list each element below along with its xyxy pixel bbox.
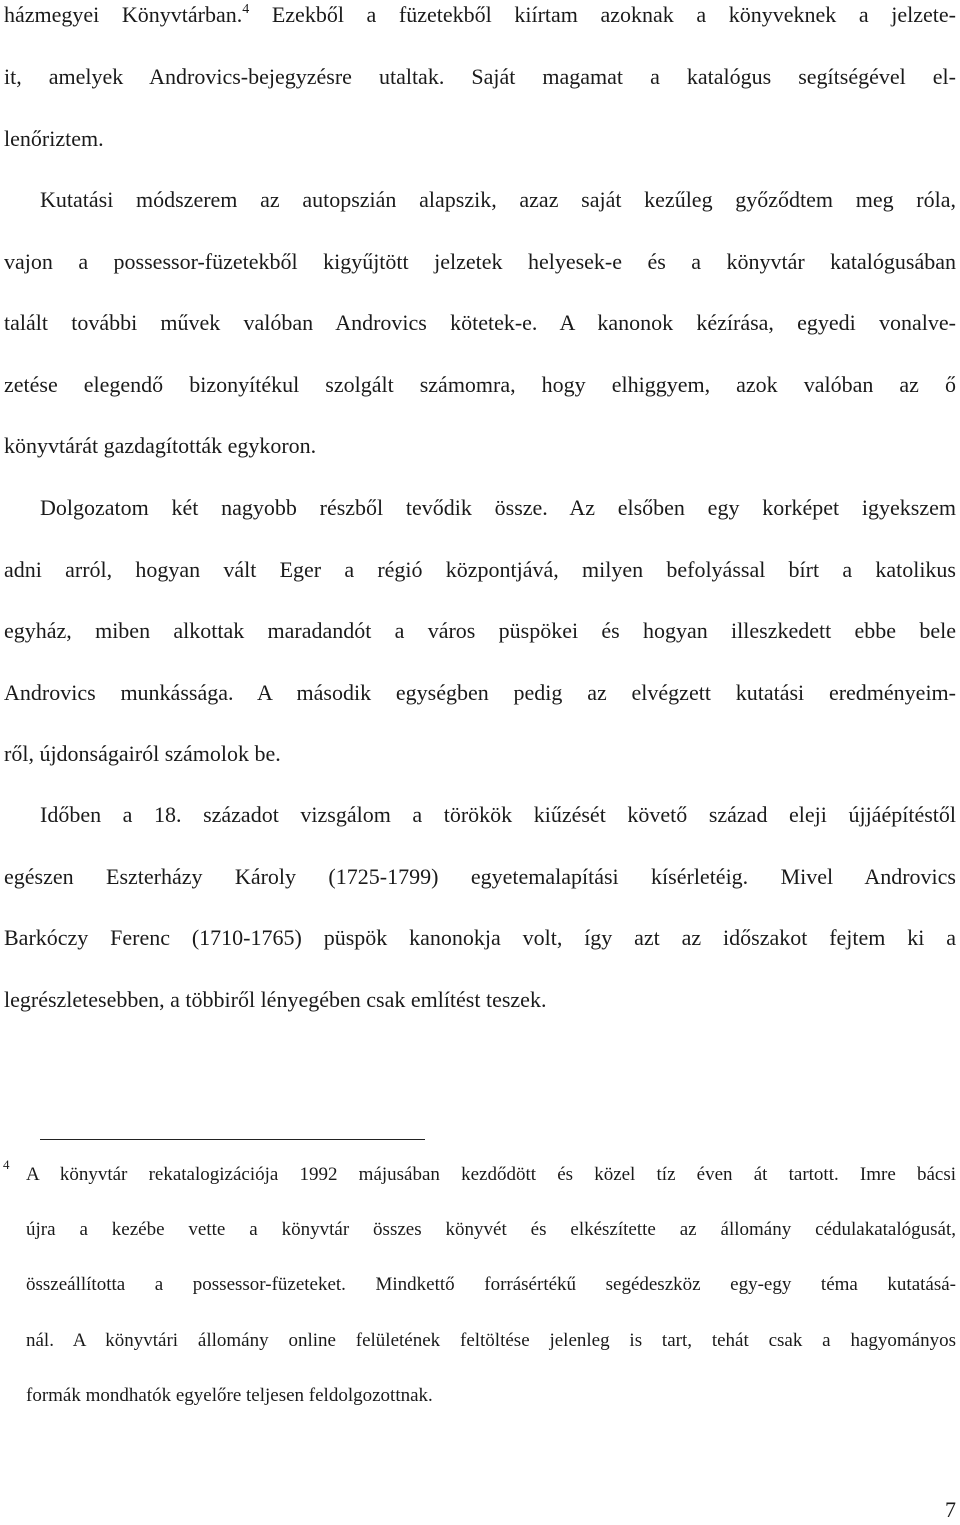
footnote-number: 4: [3, 1157, 10, 1172]
body-line: ről, újdonságairól számolok be.: [4, 741, 281, 766]
body-line: talált további művek valóban Androvics kötetek-e. A kanonok kézírása, egyedi vonalve-: [4, 310, 956, 335]
paragraph-first-line: Kutatási módszerem az autopszián alapszik, azaz saját kezűleg győződtem meg róla,: [40, 187, 956, 212]
paragraph-first-line: Időben a 18. századot vizsgálom a törökök kiűzését követő század eleji újjáépítéstől: [40, 802, 956, 827]
body-line: egészen Eszterházy Károly (1725-1799) egyetemalapítási kísérletéig. Mivel Androvics: [4, 864, 956, 889]
body-text: Ezekből a füzetekből kiírtam azoknak a könyveknek a jelzete-: [249, 2, 956, 27]
body-line: vajon a possessor-füzetekből kigyűjtött jelzetek helyesek-e és a könyvtár katalógusában: [4, 249, 956, 274]
footnote-line: formák mondhatók egyelőre teljesen feldolgozottnak.: [26, 1385, 433, 1406]
footnote-line: újra a kezébe vette a könyvtár összes könyvét és elkészítette az állomány cédulakatalógusát,: [26, 1219, 956, 1240]
footnote-line: összeállította a possessor-füzeteket. Mindkettő forrásértékű segédeszköz egy-egy téma kutatásá-: [26, 1274, 956, 1295]
body-line: legrészletesebben, a többiről lényegében csak említést teszek.: [4, 987, 547, 1012]
paragraph-first-line: Dolgozatom két nagyobb részből tevődik össze. Az elsőben egy korképet igyekszem: [40, 495, 956, 520]
body-line: it, amelyek Androvics-bejegyzésre utaltak. Saját magamat a katalógus segítségével el-: [4, 64, 956, 89]
body-line: egyház, miben alkottak maradandót a város püspökei és hogyan illeszkedett ebbe bele: [4, 618, 956, 643]
body-line: Barkóczy Ferenc (1710-1765) püspök kanonokja volt, így azt az időszakot fejtem ki a: [4, 925, 956, 950]
body-line: lenőriztem.: [4, 126, 104, 151]
body-line: adni arról, hogyan vált Eger a régió központjává, milyen befolyással bírt a katolikus: [4, 557, 956, 582]
footnote-separator: [40, 1139, 425, 1140]
body-line: zetése elegendő bizonyítékul szolgált számomra, hogy elhiggyem, azok valóban az ő: [4, 372, 956, 397]
body-line: [4, 2, 956, 28]
footnote-reference[interactable]: 4: [242, 2, 250, 17]
body-text: házmegyei Könyvtárban.: [4, 2, 243, 27]
body-line: Androvics munkássága. A második egységben pedig az elvégzett kutatási eredményeim-: [4, 680, 956, 705]
page-number: 7: [945, 1497, 956, 1522]
footnote-line: nál. A könyvtári állomány online felületének feltöltése jelenleg is tart, tehát csak a hagyományos: [26, 1330, 956, 1351]
footnote-line: A könyvtár rekatalogizációja 1992 májusában kezdődött és közel tíz éven át tartott. Imre bácsi: [26, 1164, 956, 1185]
body-line: könyvtárát gazdagították egykoron.: [4, 433, 317, 458]
